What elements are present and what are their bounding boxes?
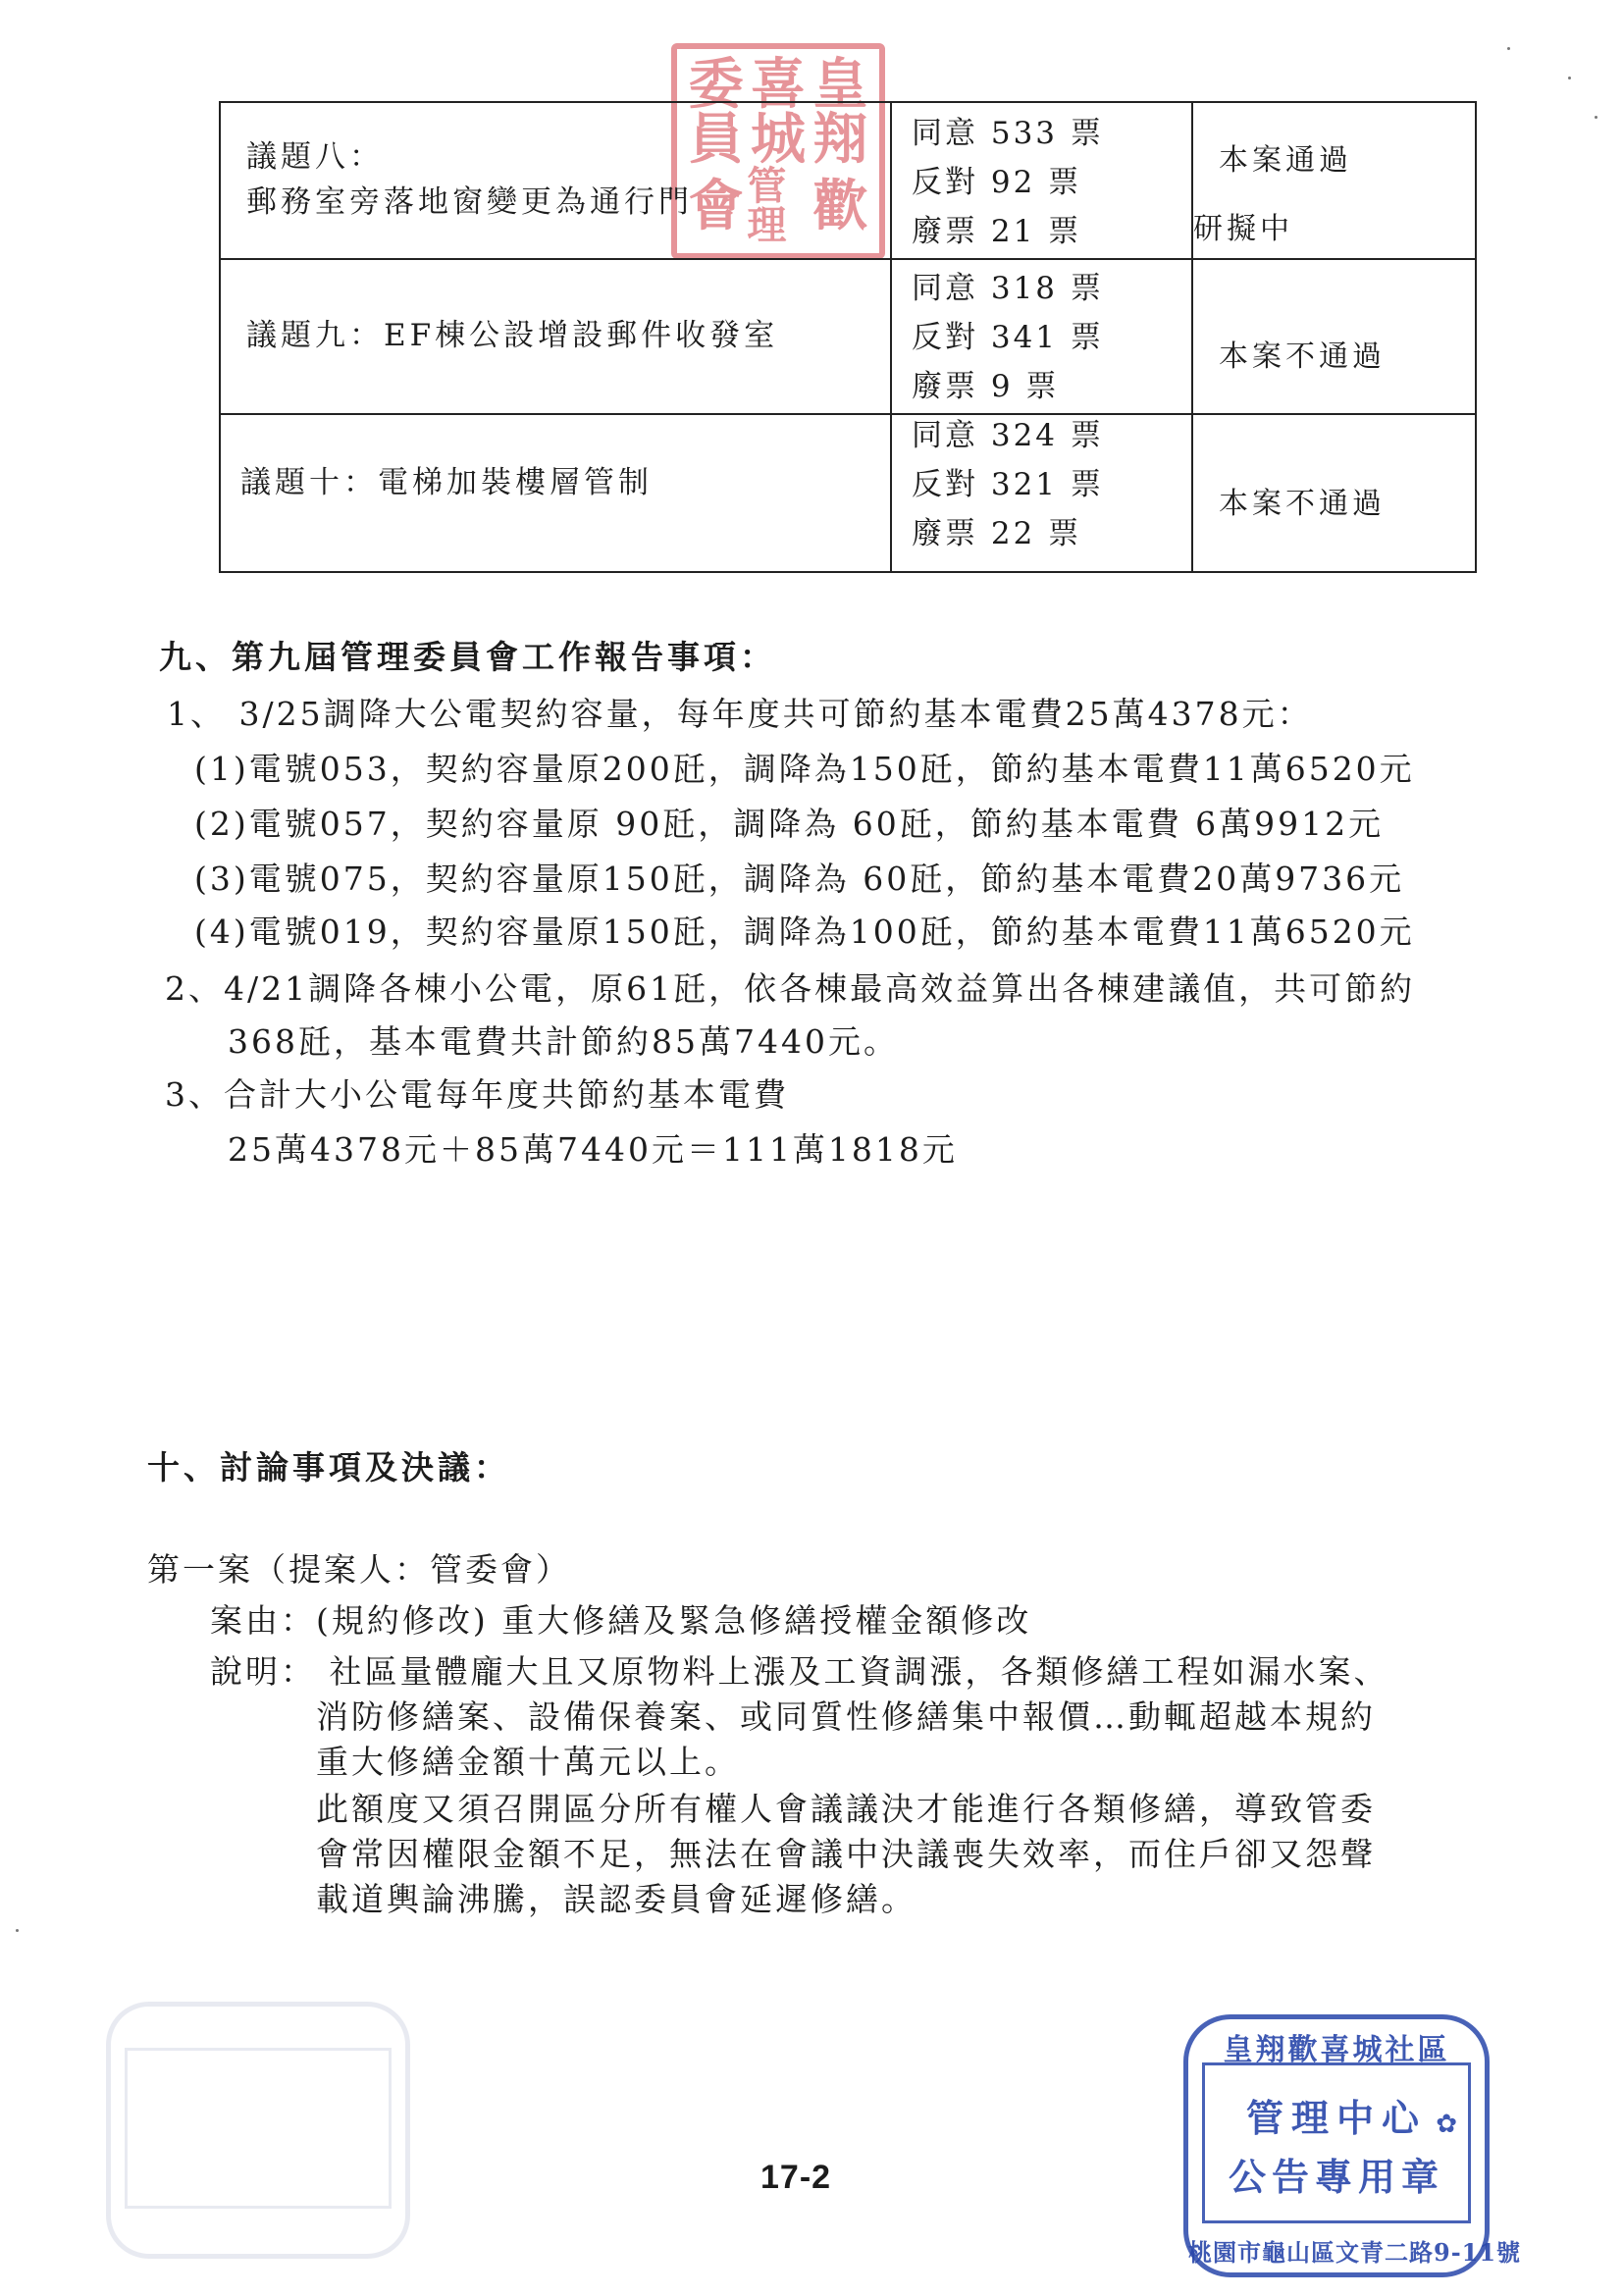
result-cell (1191, 260, 1475, 415)
case-explanation: 說明： 社區量體龐大且又原物料上漲及工資調漲，各類修繕工程如漏水案、 (210, 1652, 1389, 1691)
vote-count: 反對 92 票 (912, 165, 1082, 200)
seal-char: 皇 (812, 52, 868, 117)
section9-item1-sub: (2)電號057，契約容量原 90瓩，調降為 60瓩，節約基本電費 6萬9912元 (194, 805, 1385, 843)
result-text: 本案不通過 (1219, 339, 1386, 374)
vote-count: 同意 318 票 (912, 271, 1104, 306)
seal-char: 管理 (747, 163, 787, 248)
topic-text: 郵務室旁落地窗變更為通行門 (246, 184, 693, 220)
case-explanation: 重大修繕金額十萬元以上。 (316, 1743, 740, 1781)
section9-item2: 368瓩，基本電費共計節約85萬7440元。 (228, 1022, 899, 1061)
section9-item1-sub: (4)電號019，契約容量原150瓩，調降為100瓩，節約基本電費11萬6520元 (194, 913, 1415, 951)
votes-cell (890, 103, 1193, 260)
case-explanation: 消防修繕案、設備保養案、或同質性修繕集中報價…動輒超越本規約 (316, 1697, 1376, 1736)
vote-results-table (219, 101, 1477, 573)
scan-speck (1595, 116, 1597, 119)
stamp-community-name: 皇翔歡喜城社區 (1223, 2033, 1450, 2067)
section9-item2: 2、4/21調降各棟小公電，原61瓩，依各棟最高效益算出各棟建議值，共可節約 (165, 969, 1416, 1008)
table-row (221, 413, 1475, 571)
vote-count: 反對 341 票 (912, 320, 1104, 355)
seal-char: 城 (750, 107, 806, 172)
scan-speck (16, 1929, 19, 1932)
result-text: 本案不通過 (1219, 487, 1386, 521)
seal-char: 員 (688, 107, 744, 172)
scan-speck (1507, 47, 1510, 50)
result-cell (1191, 415, 1475, 571)
topic-cell (221, 415, 890, 571)
stamp-purpose: 公告專用章 (1228, 2155, 1444, 2199)
case-explanation: 載道輿論沸騰，誤認委員會延遲修繕。 (316, 1880, 916, 1918)
stamp-address: 桃園市龜山區文青二路9-11號 (1188, 2238, 1522, 2267)
vote-count: 廢票 21 票 (912, 214, 1082, 249)
table-row (221, 258, 1475, 415)
vote-count: 廢票 9 票 (912, 369, 1060, 404)
votes-cell (890, 260, 1193, 415)
case-explanation: 會常因權限金額不足，無法在會議中決議喪失效率，而住戶卻又怨聲 (316, 1835, 1376, 1873)
table-row (221, 103, 1475, 260)
faded-stamp-frame (125, 2048, 392, 2209)
section10-heading: 十、討論事項及決議： (147, 1448, 510, 1487)
section9-item1-sub: (3)電號075，契約容量原150瓩，調降為 60瓩，節約基本電費20萬9736元 (194, 860, 1405, 898)
section9-item3: 3、合計大小公電每年度共節約基本電費 (165, 1075, 789, 1114)
seal-char: 委 (688, 52, 744, 117)
votes-cell (890, 415, 1193, 571)
case-title: 第一案（提案人：管委會） (147, 1550, 571, 1589)
topic-text: 議題十：電梯加裝樓層管制 (240, 465, 653, 500)
topic-text: 議題九：EF棟公設增設郵件收發室 (246, 318, 779, 353)
seal-char: 會 (688, 174, 744, 238)
page-number: 17-2 (760, 2159, 832, 2196)
result-text: 本案通過 (1219, 143, 1352, 178)
seal-char: 喜 (750, 52, 806, 117)
result-text: 研擬中 (1193, 212, 1293, 246)
seal-char: 翔 (812, 107, 868, 172)
case-reason: 案由：(規約修改) 重大修繕及緊急修繕授權金額修改 (210, 1601, 1032, 1640)
section9-item1-sub: (1)電號053，契約容量原200瓩，調降為150瓩，節約基本電費11萬6520元 (194, 750, 1415, 788)
faded-stamp-impression (106, 2002, 410, 2259)
vote-count: 同意 324 票 (912, 418, 1104, 453)
seal-char: 歡 (812, 174, 868, 238)
stamp-office-name: 管理中心 (1245, 2096, 1427, 2140)
vote-count: 同意 533 票 (912, 116, 1104, 151)
topic-cell (221, 103, 890, 260)
section9-heading: 九、第九屆管理委員會工作報告事項： (159, 638, 776, 676)
plum-blossom-icon: ✿ (1436, 2110, 1457, 2139)
vote-count: 反對 321 票 (912, 467, 1104, 502)
scan-speck (1568, 77, 1571, 79)
section9-item3: 25萬4378元＋85萬7440元＝111萬1818元 (228, 1130, 958, 1169)
topic-cell (221, 260, 890, 415)
vote-count: 廢票 22 票 (912, 516, 1082, 551)
result-cell (1191, 103, 1475, 260)
management-office-stamp (1183, 2014, 1522, 2277)
case-explanation: 此額度又須召開區分所有權人會議議決才能進行各類修繕，導致管委 (316, 1790, 1376, 1828)
topic-text: 議題八： (246, 139, 384, 175)
section9-item1: 1、 3/25調降大公電契約容量，每年度共可節約基本電費25萬4378元： (167, 695, 1313, 733)
